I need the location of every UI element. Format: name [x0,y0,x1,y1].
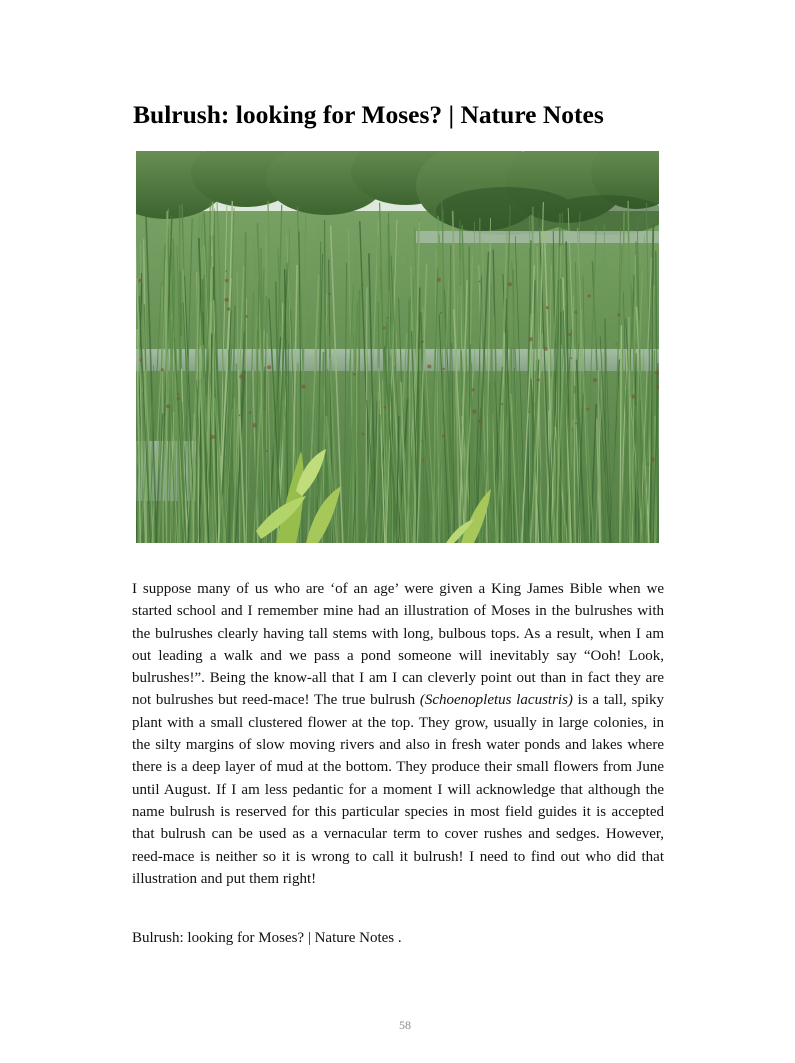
article-body-start: I suppose many of us who are ‘of an age’ were given a King James Bible when we started school and I remember mine had an illustration of Moses in the bulrushes with the bulrushes clearly having tall stems with long, bulbous tops. As a result, when I am out leading a walk and we pass a pond someone will inevitably say “Ooh! Look, bulrushes!”. Being the know-all that I am I can cleverly point out than in fact they are not bulrushes but reed-mace! The true bulrush [132,581,664,709]
bulrush-photo [136,151,659,543]
species-name: (Schoenopletus lacustris) [419,692,573,709]
page-number: 58 [399,1018,411,1032]
article-body [132,578,664,890]
source-link[interactable]: Bulrush: looking for Moses? | Nature Notes . [132,930,402,946]
article-body-end: is a tall, spiky plant with a small clustered flower at the top. They grow, usually in large colonies, in the silty margins of slow moving rivers and also in fresh water ponds and lakes where there is a deep layer of mud at the bottom. They produce their small flowers from June until August. If I am less pedantic for a moment I will acknowledge that although the name bulrush is reserved for this particular species in most field guides it is accepted that bulrush can be used as a vernacular term to cover rushes and sedges. However, reed-mace is neither so it is wrong to call it bulrush! I need to find out who did that illustration and put them right! [132,692,664,887]
page-title: Bulrush: looking for Moses? | Nature Notes [133,100,604,129]
